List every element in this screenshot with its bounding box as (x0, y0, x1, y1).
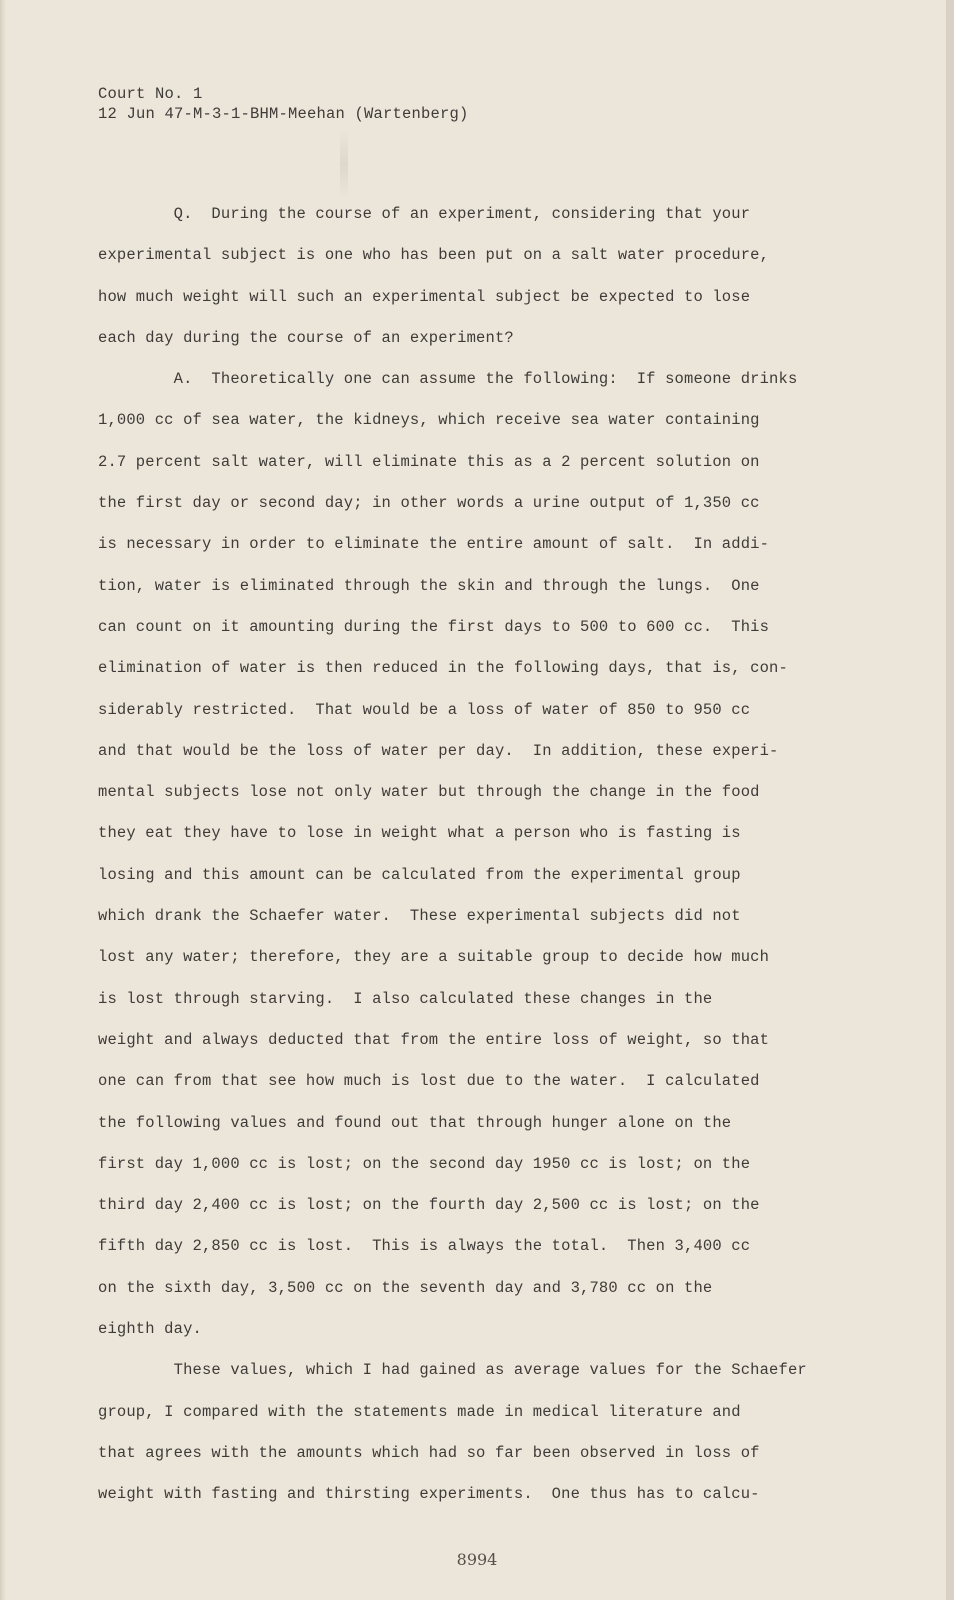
session-line: 12 Jun 47-M-3-1-BHM-Meehan (Wartenberg) (98, 105, 469, 123)
transcript-line: first day 1,000 cc is lost; on the second day 1950 cc is lost; on the (98, 1154, 751, 1173)
transcript-line: they eat they have to lose in weight what a person who is fasting is (98, 824, 741, 843)
transcript-line: Q. During the course of an experiment, considering that your (98, 205, 751, 223)
court-line: Court No. 1 (98, 85, 203, 103)
transcript-line: eighth day. (98, 1320, 202, 1339)
transcript-line: how much weight will such an experimental subject be expected to lose (98, 287, 751, 306)
transcript-line: weight with fasting and thirsting experiments. One thus has to calcu- (98, 1485, 760, 1504)
transcript-line: is lost through starving. I also calculated these changes in the (98, 989, 713, 1008)
transcript-line: each day during the course of an experiment? (98, 328, 514, 347)
transcript-line: that agrees with the amounts which had so far been observed in loss of (98, 1443, 760, 1462)
transcript-line: weight and always deducted that from the entire loss of weight, so that (98, 1030, 770, 1049)
transcript-line: which drank the Schaefer water. These experimental subjects did not (98, 907, 741, 926)
transcript-line: the first day or second day; in other words a urine output of 1,350 cc (98, 494, 760, 513)
transcript-line: These values, which I had gained as average values for the Schaefer (98, 1361, 807, 1380)
transcript-line: and that would be the loss of water per day. In addition, these experi- (98, 741, 779, 760)
transcript-line: losing and this amount can be calculated from the experimental group (98, 865, 741, 884)
transcript-line: is necessary in order to eliminate the entire amount of salt. In addi- (98, 535, 770, 554)
paper-smudge (340, 130, 348, 200)
transcript-line: experimental subject is one who has been put on a salt water procedure, (98, 246, 770, 265)
transcript-line: elimination of water is then reduced in the following days, that is, con- (98, 659, 788, 678)
transcript-line: 1,000 cc of sea water, the kidneys, which receive sea water containing (98, 411, 760, 430)
transcript-body (98, 202, 858, 1524)
document-header (98, 84, 469, 124)
transcript-line: siderably restricted. That would be a loss of water of 850 to 950 cc (98, 700, 751, 719)
transcript-line: 2.7 percent salt water, will eliminate this as a 2 percent solution on (98, 452, 760, 471)
page-number: 8994 (456, 1550, 498, 1569)
transcript-line: fifth day 2,850 cc is lost. This is always the total. Then 3,400 cc (98, 1237, 751, 1256)
transcript-line: on the sixth day, 3,500 cc on the seventh day and 3,780 cc on the (98, 1278, 713, 1297)
transcript-line: A. Theoretically one can assume the following: If someone drinks (98, 370, 798, 389)
transcript-line: group, I compared with the statements made in medical literature and (98, 1402, 741, 1421)
transcript-line: the following values and found out that through hunger alone on the (98, 1113, 732, 1132)
transcript-line: tion, water is eliminated through the skin and through the lungs. One (98, 576, 760, 595)
transcript-line: third day 2,400 cc is lost; on the fourth day 2,500 cc is lost; on the (98, 1196, 760, 1215)
transcript-line: lost any water; therefore, they are a suitable group to decide how much (98, 948, 770, 967)
transcript-line: one can from that see how much is lost due to the water. I calculated (98, 1072, 760, 1091)
transcript-line: can count on it amounting during the first days to 500 to 600 cc. This (98, 617, 770, 636)
page-left-edge (0, 0, 6, 1600)
transcript-line: mental subjects lose not only water but through the change in the food (98, 783, 760, 802)
